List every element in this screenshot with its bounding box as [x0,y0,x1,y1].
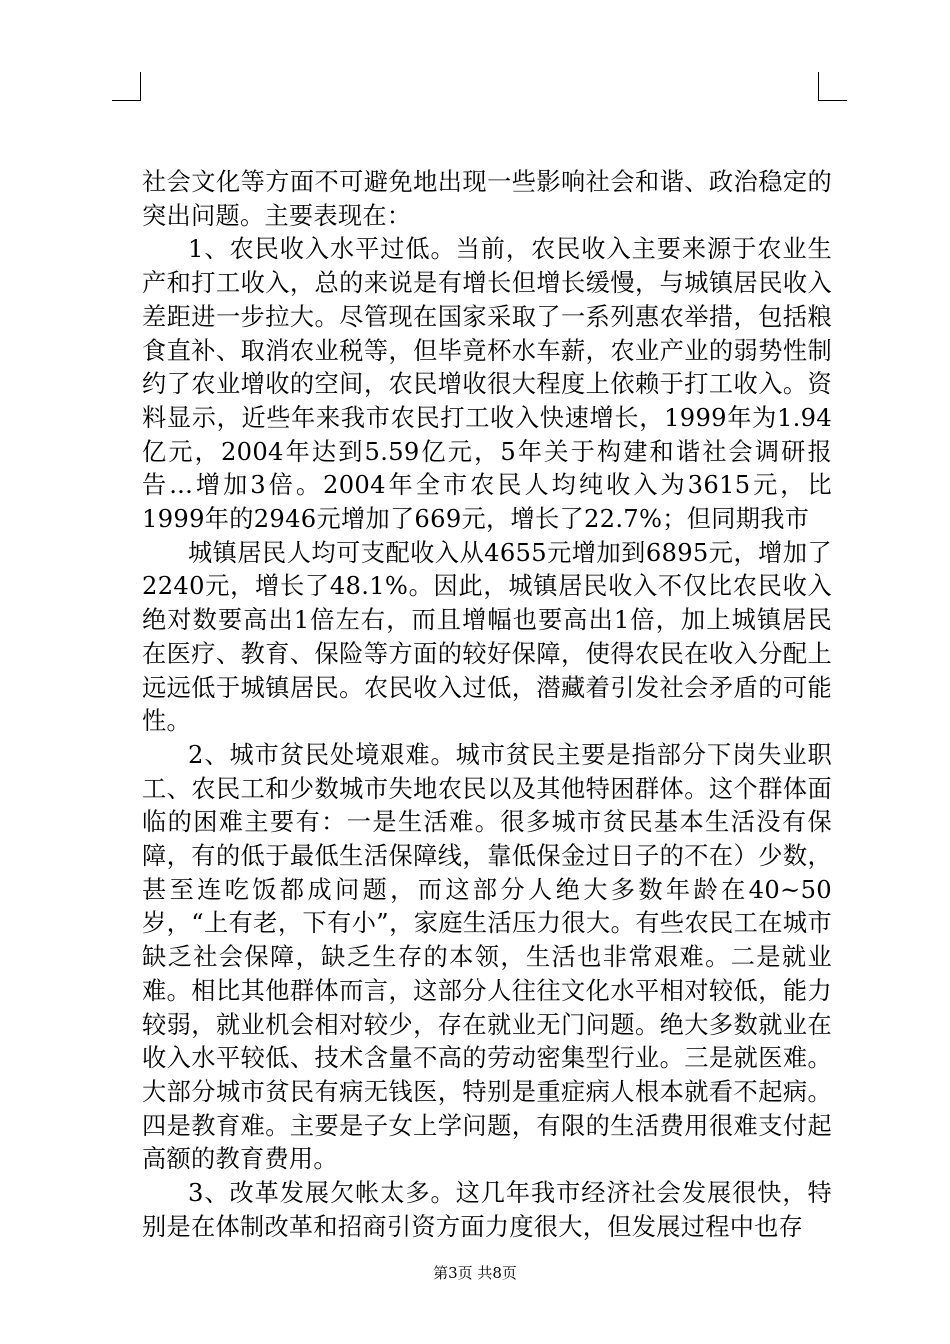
paragraph-urban-income: 城镇居民人均可支配收入从4655元增加到6895元，增加了2240元，增长了48.1%。因此，城镇居民收入不仅比农民收入绝对数要高出1倍左右，而且增幅也要高出1倍，加上城镇居民在医疗、教育、保险等方面的较好保障，使得农民在收入分配上远远低于城镇居民。农民收入过低，潜藏着引发社会矛盾的可能性。 [142,538,832,736]
crop-mark-top-right [818,72,847,101]
document-body [142,166,832,1245]
crop-mark-top-left [112,72,141,101]
paragraph-reform-debt: 3、改革发展欠帐太多。这几年我市经济社会发展很快，特别是在体制改革和招商引资方面力度很大，但发展过程中也存 [142,1179,832,1241]
paragraph-urban-poor: 2、城市贫民处境艰难。城市贫民主要是指部分下岗失业职工、农民工和少数城市失地农民以及其他特困群体。这个群体面临的困难主要有：一是生活难。很多城市贫民基本生活没有保障，有的低于最低生活保障线，靠低保金过日子的不在）少数，甚至连吃饭都成问题，而这部分人绝大多数年龄在40~50岁，“上有老，下有小”，家庭生活压力很大。有些农民工在城市缺乏社会保障，缺乏生存的本领，生活也非常艰难。二是就业难。相比其他群体而言，这部分人往往文化水平相对较低，能力较弱，就业机会相对较少，存在就业无门问题。绝大多数就业在收入水平较低、技术含量不高的劳动密集型行业。三是就医难。大部分城市贫民有病无钱医，特别是重症病人根本就看不起病。四是教育难。主要是子女上学问题，有限的生活费用很难支付起高额的教育费用。 [142,740,832,1174]
page-number-footer: 第3页 共8页 [433,1264,517,1282]
paragraph-farmer-income: 1、农民收入水平过低。当前，农民收入主要来源于农业生产和打工收入，总的来说是有增长但增长缓慢，与城镇居民收入差距进一步拉大。尽管现在国家采取了一系列惠农举措，包括粮食直补、取消农业税等，但毕竟杯水车薪，农业产业的弱势性制约了农业增收的空间，农民增收很大程度上依赖于打工收入。资料显示，近些年来我市农民打工收入快速增长，1999年为1.94亿元，2004年达到5.59亿元，5年关于构建和谐社会调研报告...增加3倍。2004年全市农民人均纯收入为3615元，比1999年的2946元增加了669元，增长了22.7%；但同期我市 [142,235,832,534]
paragraph-continuation: 社会文化等方面不可避免地出现一些影响社会和谐、政治稳定的突出问题。主要表现在： [142,168,832,230]
